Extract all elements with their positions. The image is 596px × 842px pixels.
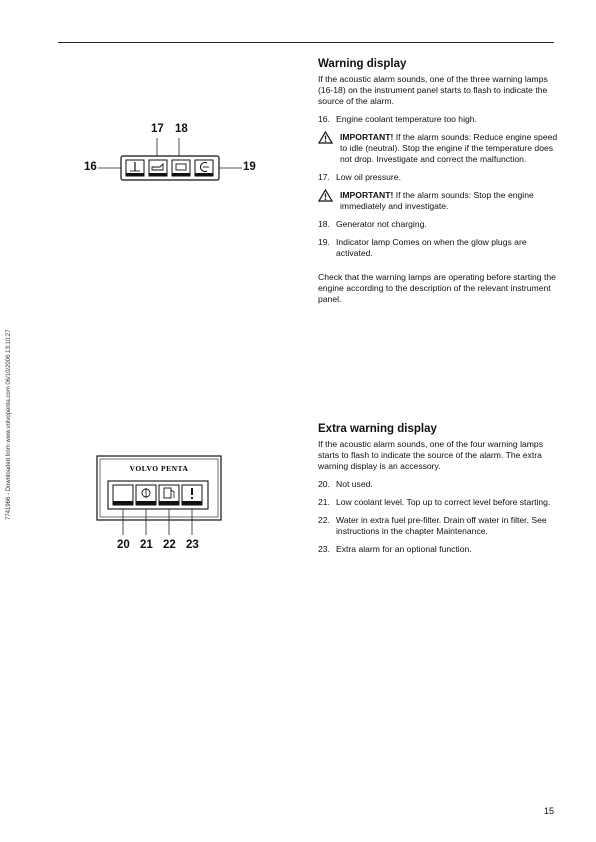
list-item: 19. Indicator lamp Comes on when the glow plugs are activated.	[318, 237, 527, 258]
important-note: IMPORTANT! If the alarm sounds: Reduce engine speed to idle (neutral). Stop the engine if the temperature does not drop. Investigate and correct the malfunction.	[318, 132, 558, 165]
callout-20: 20	[117, 539, 130, 551]
extra-warning-display-section	[318, 424, 558, 562]
callout-18: 18	[175, 123, 188, 135]
important-note: IMPORTANT! If the alarm sounds: Stop the engine immediately and investigate.	[318, 190, 558, 212]
list-item: 20. Not used.	[318, 479, 373, 489]
closing-paragraph: Check that the warning lamps are operating before starting the engine according to the description of the relevant instrument panel.	[318, 272, 556, 304]
callout-17: 17	[151, 123, 164, 135]
coolant-level-icon	[136, 485, 156, 505]
list-item: 22. Water in extra fuel pre-filter. Drain off water in filter. See instructions in the chapter Maintenance.	[318, 515, 547, 536]
warning-triangle-icon	[318, 189, 333, 202]
page-number: 15	[544, 806, 555, 816]
callout-21: 21	[140, 539, 153, 551]
warning-display-section	[318, 59, 558, 312]
oil-pressure-icon	[149, 160, 167, 176]
battery-icon	[172, 160, 190, 176]
section-title: Warning display	[318, 58, 407, 70]
list-item: 21. Low coolant level. Top up to correct level before starting.	[318, 497, 551, 507]
list-item: 18. Generator not charging.	[318, 219, 427, 229]
water-in-fuel-icon	[159, 485, 179, 505]
callout-23: 23	[186, 539, 199, 551]
callout-16: 16	[84, 161, 97, 173]
section-title: Extra warning display	[318, 423, 437, 435]
empty-lamp-icon	[113, 485, 133, 505]
glow-plug-icon	[195, 160, 213, 176]
download-note: 7741966 - Downloaded from www.volvopenta.com 06/10/2006 13:10:27	[6, 329, 12, 520]
warning-lamp-panel	[95, 138, 245, 188]
list-item: 16. Engine coolant temperature too high.	[318, 114, 477, 124]
extra-warning-panel	[96, 455, 224, 540]
callout-19: 19	[243, 161, 256, 173]
list-item: 17. Low oil pressure.	[318, 172, 401, 182]
volvo-penta-logo: VOLVO PENTA	[129, 464, 189, 473]
header-rule	[58, 42, 554, 43]
list-item: 23. Extra alarm for an optional function.	[318, 544, 472, 554]
section-intro: If the acoustic alarm sounds, one of the four warning lamps starts to flash to indicate the source of the alarm. The extra warning display is an accessory.	[318, 439, 543, 471]
exclamation-icon	[182, 485, 202, 505]
section-intro: If the acoustic alarm sounds, one of the three warning lamps (16-18) on the instrument panel starts to flash to indicate the source of the alarm.	[318, 74, 548, 106]
callout-22: 22	[163, 539, 176, 551]
warning-triangle-icon	[318, 131, 333, 144]
coolant-temperature-icon	[126, 160, 144, 176]
